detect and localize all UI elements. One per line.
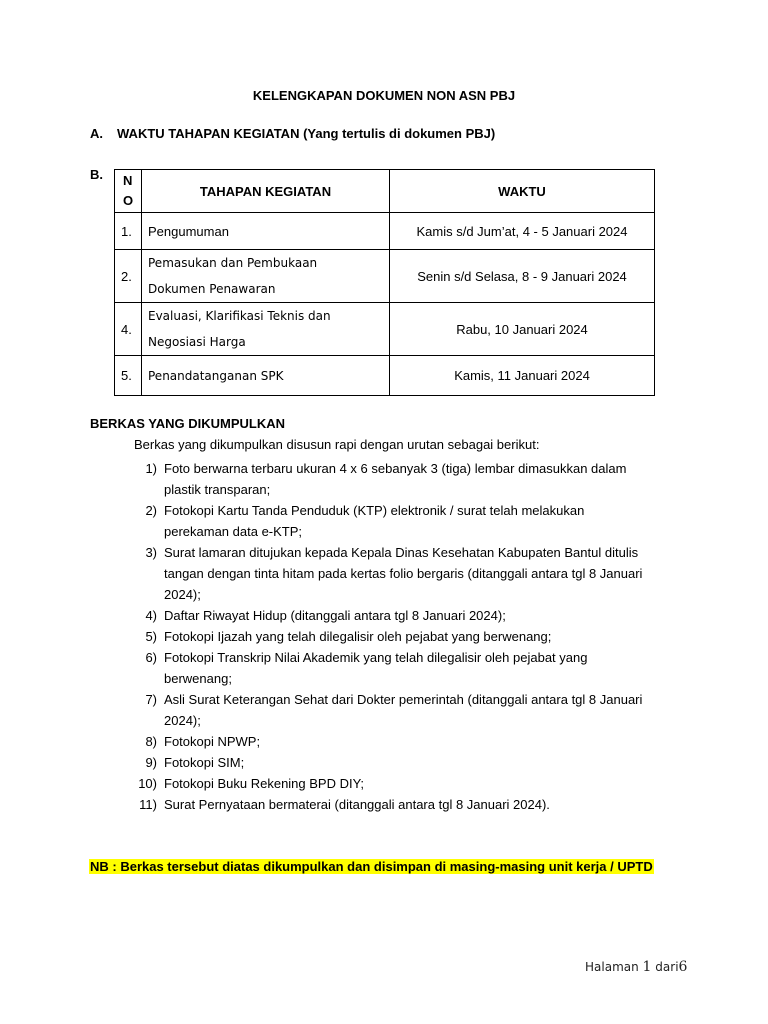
section-a-text: WAKTU TAHAPAN KEGIATAN (Yang tertulis di dokumen PBJ) (117, 126, 496, 141)
table-row (115, 356, 655, 396)
row-time: Senin s/d Selasa, 8 - 9 Januari 2024 (390, 250, 655, 303)
berkas-list (127, 458, 687, 815)
list-item (127, 542, 687, 605)
list-item-line: Foto berwarna terbaru ukuran 4 x 6 sebanyak 3 (tiga) lembar dimasukkan dalam (164, 461, 627, 476)
row-stage-line1: Evaluasi, Klarifikasi Teknis dan (148, 309, 331, 323)
section-b-marker: B. (90, 167, 103, 182)
row-time: Kamis, 11 Januari 2024 (390, 356, 655, 396)
page-footer (585, 959, 687, 975)
list-item-number: 4) (145, 608, 157, 623)
list-item (127, 605, 687, 626)
list-item-number: 7) (145, 692, 157, 707)
list-item-line: Fotokopi Buku Rekening BPD DIY; (164, 776, 365, 791)
list-item-line: Daftar Riwayat Hidup (ditanggali antara tgl 8 Januari 2024); (164, 608, 506, 623)
row-stage: Pengumuman (142, 213, 390, 250)
list-item-line: 2024); (164, 713, 201, 728)
nb-note: NB : Berkas tersebut diatas dikumpulkan dan disimpan di masing-masing unit kerja / UPTD (90, 859, 653, 874)
list-item (127, 794, 687, 815)
list-item-line: Fotokopi Ijazah yang telah dilegalisir oleh pejabat yang berwenang; (164, 629, 552, 644)
list-item-number: 3) (145, 545, 157, 560)
footer-page-number: 1 (642, 959, 652, 975)
row-time: Kamis s/d Jum’at, 4 - 5 Januari 2024 (390, 213, 655, 250)
table-row (115, 303, 655, 356)
list-item-number: 9) (145, 755, 157, 770)
row-stage-line1: Pemasukan dan Pembukaan (148, 256, 318, 270)
list-item-line: Fotokopi Kartu Tanda Penduduk (KTP) elektronik / surat telah melakukan (164, 503, 585, 518)
berkas-heading: BERKAS YANG DIKUMPULKAN (90, 416, 286, 431)
list-item-line: perekaman data e-KTP; (164, 524, 303, 539)
section-a-marker: A. (90, 126, 103, 141)
row-stage-line2: Negosiasi Harga (148, 335, 246, 349)
footer-label: Halaman (585, 960, 639, 974)
list-item-line: tangan dengan tinta hitam pada kertas folio bergaris (ditanggali antara tgl 8 Januari (164, 566, 643, 581)
list-item-number: 2) (145, 503, 157, 518)
row-stage-line2: Dokumen Penawaran (148, 282, 276, 296)
table-header-row (115, 170, 655, 213)
list-item-line: Fotokopi Transkrip Nilai Akademik yang telah dilegalisir oleh pejabat yang (164, 650, 588, 665)
footer-of: dari (655, 960, 679, 974)
berkas-intro: Berkas yang dikumpulkan disusun rapi dengan urutan sebagai berikut: (134, 437, 540, 452)
list-item-number: 5) (145, 629, 157, 644)
list-item-line: berwenang; (164, 671, 232, 686)
row-no: 5. (115, 356, 142, 396)
row-no: 1. (115, 213, 142, 250)
list-item-line: Surat Pernyataan bermaterai (ditanggali antara tgl 8 Januari 2024). (164, 797, 550, 812)
list-item-line: 2024); (164, 587, 201, 602)
schedule-table (114, 169, 655, 396)
header-time: WAKTU (390, 170, 655, 213)
row-time: Rabu, 10 Januari 2024 (390, 303, 655, 356)
list-item-number: 1) (145, 461, 157, 476)
row-stage (142, 303, 390, 356)
list-item-number: 8) (145, 734, 157, 749)
list-item-number: 6) (145, 650, 157, 665)
list-item (127, 458, 687, 500)
table-row (115, 213, 655, 250)
list-item-number: 11) (139, 797, 157, 812)
list-item-line: Fotokopi SIM; (164, 755, 245, 770)
list-item (127, 689, 687, 731)
row-stage: Penandatanganan SPK (142, 356, 390, 396)
header-no-line1: N (123, 173, 133, 188)
footer-total-pages: 6 (678, 959, 688, 975)
list-item (127, 500, 687, 542)
list-item (127, 626, 687, 647)
row-stage (142, 250, 390, 303)
header-no (115, 170, 142, 213)
list-item (127, 647, 687, 689)
row-no: 2. (115, 250, 142, 303)
section-a-heading (90, 126, 495, 141)
list-item (127, 773, 687, 794)
document-title: KELENGKAPAN DOKUMEN NON ASN PBJ (252, 88, 516, 103)
row-no: 4. (115, 303, 142, 356)
list-item-line: Fotokopi NPWP; (164, 734, 261, 749)
list-item-line: Surat lamaran ditujukan kepada Kepala Dinas Kesehatan Kabupaten Bantul ditulis (164, 545, 639, 560)
list-item-line: Asli Surat Keterangan Sehat dari Dokter pemerintah (ditanggali antara tgl 8 Januari (164, 692, 643, 707)
header-stage: TAHAPAN KEGIATAN (142, 170, 390, 213)
list-item (127, 752, 687, 773)
header-no-line2: O (123, 193, 134, 208)
list-item-number: 10) (138, 776, 157, 791)
table-row (115, 250, 655, 303)
list-item (127, 731, 687, 752)
list-item-line: plastik transparan; (164, 482, 271, 497)
